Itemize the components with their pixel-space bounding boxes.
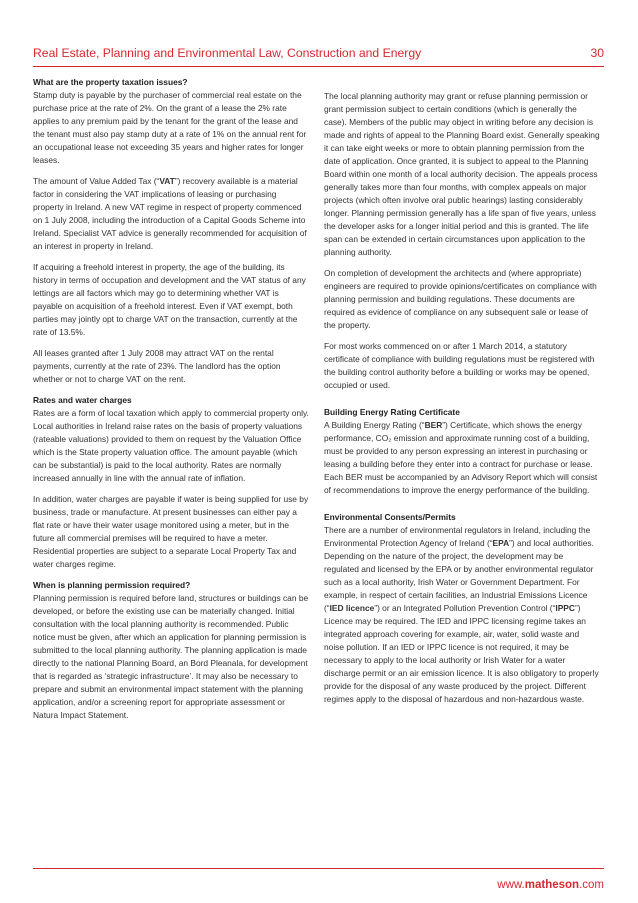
paragraph: All leases granted after 1 July 2008 may attract VAT on the rental payments, currently at the rate of 23%. The landlord has the option whether or not to charge VAT on the rent. xyxy=(33,348,281,384)
page-header xyxy=(33,46,604,66)
paragraph: The local planning authority may grant or refuse planning permission or grant permission subject to certain conditions (which is generally the case). Members of the public may object in writing before any decision is made and rights of appeal to the Planning Board exist. Generally speaking it can take eight weeks or more to obtain planning permission from the date of application. Once granted, it is subject to appeal to the Planning Board within one month of a local authority decision. The appeals process generally takes more than four months, with complex appeals on major projects (which often involve oral public hearings) lasting considerably longer. Planning permission generally has a life span of five years, unless the developer asks for a longer initial period and this is granted. The life span can be extended in certain circumstances upon application to the planning authority. xyxy=(324,91,600,257)
section-ber xyxy=(324,406,600,497)
paragraph: In addition, water charges are payable if water is being supplied for use by business, trade or manufacture. At present businesses can either pay a flat rate or have their water usage monitored using a meter, but in the future all commercial premises will be required to have a meter. Residential properties are subject to a separate Local Property Tax and water charges regime. xyxy=(33,494,309,569)
paragraph: The amount of Value Added Tax (“VAT”) recovery available is a material factor in considering the VAT implications of leasing or purchasing property in Ireland. A new VAT regime in respect of property commenced on 1 July 2008, including the introduction of a Capital Goods Scheme into Ireland. Specialist VAT advice is generally recommended for acquisition of an interest in property in Ireland. xyxy=(33,176,307,251)
defined-term: VAT xyxy=(159,176,175,186)
paragraph: Planning permission is required before land, structures or buildings can be developed, or before the existing use can be materially changed. Initial consultation with the local planning authority is recommended. Public notice must be given, after which an application for planning permission is submitted to the local planning authority. The planning application is made directly to the national Planning Board, an Bord Pleanala, for development that is regarded as ‘strategic infrastructure’. It may also be necessary to prepare and submit an environmental impact statement with the planning application, and/or a screening report for appropriate assessment or Natura Impact Statement. xyxy=(33,593,309,720)
section-rates xyxy=(33,394,309,571)
section-title: Environmental Consents/Permits xyxy=(324,512,456,522)
defined-term: BER xyxy=(424,420,443,430)
section-title: What are the property taxation issues? xyxy=(33,77,188,87)
defined-term: IED licence xyxy=(329,603,375,613)
header-title: Real Estate, Planning and Environmental Law, Construction and Energy xyxy=(33,46,422,60)
paragraph: On completion of development the architects and (where appropriate) engineers are required to provide opinions/certificates on compliance with planning permission and building regulations. These documents are required as evidence of compliance on any subsequent sale or lease of the property. xyxy=(324,268,597,330)
section-title: Building Energy Rating Certificate xyxy=(324,407,460,417)
paragraph: A Building Energy Rating (“BER”) Certificate, which shows the energy performance, CO₂ emission and approximate running cost of a building, must be provided to any person expressing an interest in purchasing or leasing a building before they enter into a contract for purchase or lease. Each BER must be accompanied by an Advisory Report which will consist of recommendations to improve the energy performance of the building. xyxy=(324,420,598,495)
footer-rule xyxy=(33,868,604,869)
section-property-tax xyxy=(33,76,309,386)
section-environmental xyxy=(324,511,600,706)
paragraph: Rates are a form of local taxation which apply to commercial property only. Local authorities in Ireland raise rates on the basis of property valuations (rateable valuations) provided to them on request by the Valuation Office which is the State property valuation office. The amount payable (which can be substantial) is paid to the local authority. Rates are normally increased annually in line with the annual rate of inflation. xyxy=(33,408,309,483)
right-column xyxy=(324,90,600,714)
paragraph: There are a number of environmental regulators in Ireland, including the Environmental Protection Agency of Ireland (“EPA”) and local authorities. Depending on the nature of the project, the development may be regulated and licensed by the EPA or by another environmental regulator such as a local authority, Irish Water or Government Department. For example, in respect of certain facilities, an Industrial Emissions Licence (“IED licence”) or an Integrated Pollution Prevention Control (“IPPC”) Licence may be required. The IED and IPPC licensing regime takes an integrated approach covering for example, air, water, solid waste and noise pollution. If an IED or IPPC licence is not required, it may be necessary to apply to the local authority or Irish Water for a water discharge permit or an air emission licence. It is also obligatory to properly provide for the disposal of any waste produced by the project. Different regimes apply to the disposal of hazardous and non-hazardous waste. xyxy=(324,525,599,704)
paragraph: For most works commenced on or after 1 March 2014, a statutory certificate of compliance with building regulations must be registered with the building control authority before a building or works may be opened, occupied or used. xyxy=(324,341,595,390)
header-rule xyxy=(33,66,604,67)
defined-term: IPPC xyxy=(555,603,575,613)
paragraph: If acquiring a freehold interest in property, the age of the building, its history in terms of occupation and development and the VAT status of any lettings are all factors which may go to determining whether VAT is payable on acquisition of a freehold interest. Even if VAT exempt, both parties may jointly opt to charge VAT on the transaction, currently at the rate of 13.5%. xyxy=(33,262,306,337)
paragraph: Stamp duty is payable by the purchaser of commercial real estate on the purchase price at the rate of 2%. On the grant of a lease the 2% rate applies to any premium paid by the tenant for the grant of the lease and the tenant must also pay stamp duty at a rate of 1% on the annual rent for an occupational lease not exceeding 35 years and higher rates for longer leases. xyxy=(33,90,307,165)
section-planning xyxy=(33,579,309,722)
left-column xyxy=(33,76,309,730)
defined-term: EPA xyxy=(492,538,510,548)
website-link[interactable]: www.matheson.com xyxy=(497,879,604,891)
section-title: When is planning permission required? xyxy=(33,580,191,590)
page-number: 30 xyxy=(590,46,604,60)
section-title: Rates and water charges xyxy=(33,395,132,405)
